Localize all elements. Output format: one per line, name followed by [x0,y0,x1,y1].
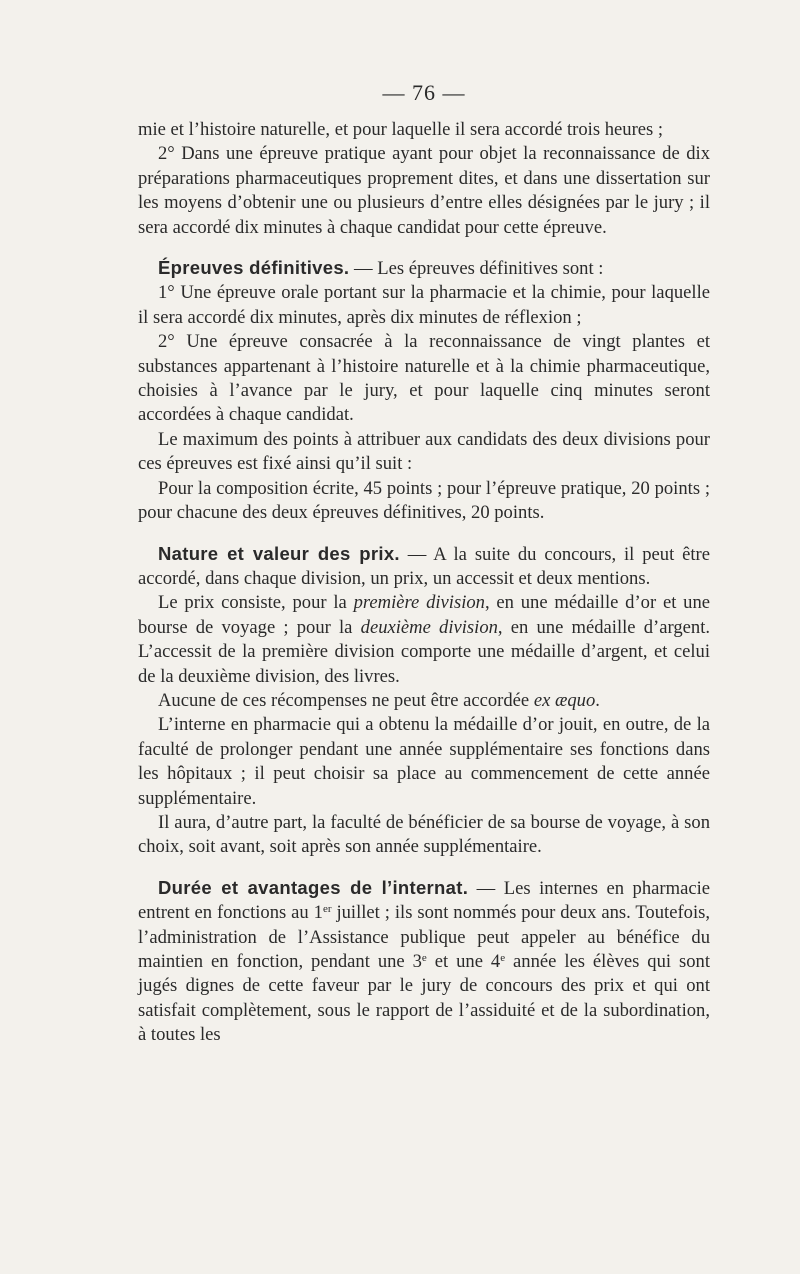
paragraph-continuation: mie et l’histoire naturelle, et pour laquelle il sera accordé trois heures ; [138,119,664,140]
text-run: année les élèves qui sont jugés dignes de cette faveur par le jury de concours des prix et qui ont satisfait complètement, sous le rapport de l’assiduité et de la subordination, à toutes les [138,951,711,1046]
paragraph-oral-exam: 1° Une épreuve orale portant sur la pharmacie et la chimie, pour laquelle il sera accordé dix minutes, après dix minutes de réflexion ; [138,282,710,328]
text-run: Le prix consiste, pour la [158,592,354,614]
text-run: . [595,689,600,711]
superscript: er [322,903,332,916]
text-run: — Les internes en pharmacie entrent en fonctions au 1 [138,877,710,924]
paragraph-travel-grant: Il aura, d’autre part, la faculté de bénéficier de sa bourse de voyage, à son choix, soit avant, soit après son année supplémentaire. [138,811,710,858]
section-final-exams [138,256,710,281]
section-heading-prizes: Nature et valeur des prix. [158,542,400,564]
paragraph-points-detail: Pour la composition écrite, 45 points ; pour l’épreuve pratique, 20 points ; pour chacune des deux épreuves définitives, 20 points. [138,477,710,524]
text-run: et une 4 [426,951,501,972]
section-internship [138,876,710,1048]
paragraph-practical-exam: 2° Dans une épreuve pratique ayant pour objet la reconnaissance de dix préparations pharmaceutiques proprement dites, et dans une dissertation sur les moyens d’obtenir une ou plusieurs d’entre elles désignées par le jury ; il sera accordé dix minutes à chaque candidat pour cette épreuve. [138,143,710,238]
paragraph-recognition-exam: 2° Une épreuve consacrée à la reconnaissance de vingt plantes et substances appartenant à l’histoire naturelle et à la chimie pharmaceutique, choisies à l’avance par le jury, et pour laquelle cinq minutes seront accordées à chaque candidat. [138,331,710,426]
superscript: e [500,952,506,964]
italic-second-division: deuxième division [360,616,498,638]
paragraph-ex-aequo [138,689,710,713]
superscript: e [421,952,427,964]
section-prizes [138,542,710,592]
text-run: , en une médaille d’argent. L’accessit de la première division comporte une médaille d’argent, et celui de la deuxième division, des livres. [138,616,711,687]
page-number: — 76 — [382,80,466,105]
text-run: juillet ; ils sont nommés pour deux ans. Toutefois, l’administration de l’Assistance publique peut appeler au bénéfice du maintien en fonction, pendant une 3 [138,902,710,972]
italic-first-division: première division [353,592,485,614]
section-intro-prizes: — A la suite du concours, il peut être accordé, dans chaque division, un prix, un accessit et deux mentions. [138,543,710,589]
paragraph-prize-details [138,591,710,689]
italic-ex-aequo: ex æquo [533,689,596,711]
text-run: , en une médaille d’or et une bourse de voyage ; pour la [138,592,710,638]
text-run: Aucune de ces récompenses ne peut être accordée [158,689,534,711]
paragraph-gold-medal: L’interne en pharmacie qui a obtenu la médaille d’or jouit, en outre, de la faculté de prolonger pendant une année supplémentaire ses fonctions dans les hôpitaux ; il peut choisir sa place au commencement de cette année supplémentaire. [138,714,710,809]
paragraph-points-maximum: Le maximum des points à attribuer aux candidats des deux divisions pour ces épreuves est fixé ainsi qu’il suit : [138,428,710,475]
section-intro-final-exams: — Les épreuves définitives sont : [349,258,604,280]
section-heading-final-exams: Épreuves définitives. [158,257,350,279]
section-heading-internship: Durée et avantages de l’internat. [158,876,469,898]
page-content [138,80,710,1048]
